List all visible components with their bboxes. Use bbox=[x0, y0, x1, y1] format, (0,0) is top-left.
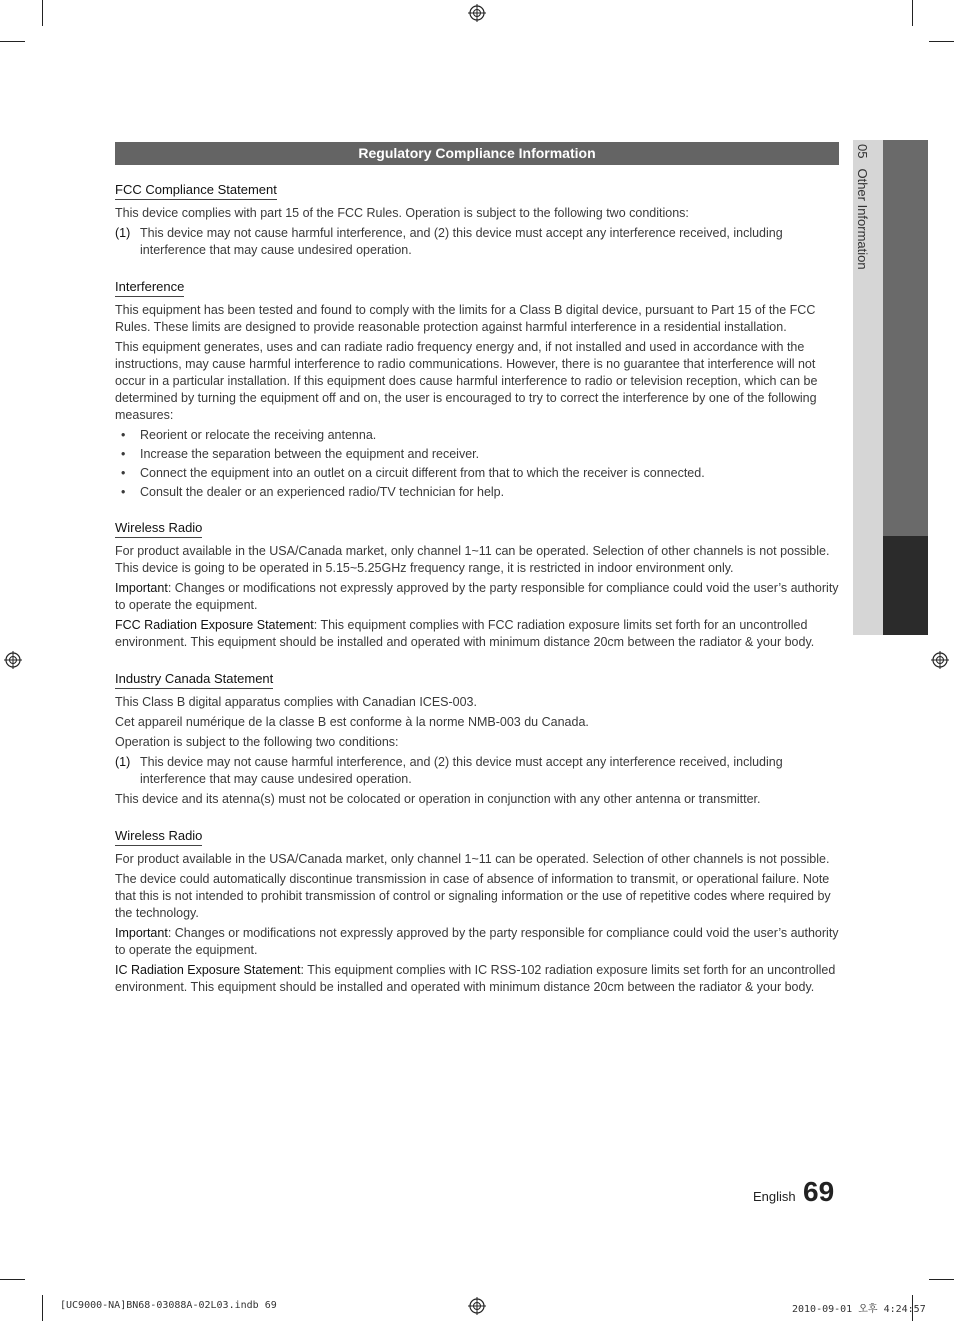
radiation-text: : This equipment complies with FCC radiation exposure limits set forth for an uncontrolled environment. This equipment should be installed and operated with minimum distance 20cm between the radiator & your body. bbox=[115, 618, 815, 649]
important-text: : Changes or modifications not expressly approved by the party responsible for compliance could void the user’s authority to operate the equipment. bbox=[115, 581, 839, 612]
radiation-text: : This equipment complies with IC RSS-102 radiation exposure limits set forth for an uncontrolled environment. This equipment should be installed and operated with minimum distance 20cm between the radiator & your body. bbox=[115, 963, 836, 994]
side-tab-dark-band bbox=[883, 140, 928, 536]
list-item: • Consult the dealer or an experienced radio/TV technician for help. bbox=[115, 484, 839, 501]
section-wireless-radio-fcc bbox=[115, 503, 839, 651]
radiation-statement bbox=[115, 617, 839, 651]
crop-mark bbox=[912, 0, 913, 26]
crop-mark bbox=[42, 1295, 43, 1321]
measure-list bbox=[115, 427, 839, 501]
important-text: : Changes or modifications not expressly approved by the party responsible for compliance could void the user’s authority to operate the equipment. bbox=[115, 926, 839, 957]
chapter-title: Other Information bbox=[855, 168, 870, 270]
radiation-label: FCC Radiation Exposure Statement bbox=[115, 618, 314, 632]
main-content bbox=[115, 142, 839, 999]
item-number: (1) bbox=[115, 755, 131, 769]
chapter-number: 05 bbox=[855, 144, 870, 159]
side-tab-label bbox=[855, 144, 870, 270]
paragraph: Operation is subject to the following two conditions: bbox=[115, 735, 399, 749]
important-label: Important bbox=[115, 581, 168, 595]
paragraph: For product available in the USA/Canada market, only channel 1~11 can be operated. Selection of other channels is not possible. This device is going to be operated in 5.15~5.25GHz frequency range, it is restricted in indoor environment only. bbox=[115, 544, 830, 575]
print-timestamp: 2010-09-01 오후 4:24:57 bbox=[792, 1304, 926, 1315]
paragraph: This equipment has been tested and found to comply with the limits for a Class B digital device, pursuant to Part 15 of the FCC Rules. These limits are designed to provide reasonable protection against harmful interference in a residential installation. bbox=[115, 303, 816, 334]
important-note bbox=[115, 925, 839, 959]
section-heading: Interference bbox=[115, 279, 184, 297]
crop-mark bbox=[0, 41, 25, 42]
list-item: • Increase the separation between the equipment and receiver. bbox=[115, 446, 839, 463]
section-heading: Wireless Radio bbox=[115, 520, 202, 538]
important-label: Important bbox=[115, 926, 168, 940]
radiation-statement bbox=[115, 962, 839, 996]
section-interference bbox=[115, 262, 839, 501]
print-file-info: [UC9000-NA]BN68-03088A-02L03.indb 69 bbox=[60, 1300, 277, 1311]
paragraph: This device complies with part 15 of the FCC Rules. Operation is subject to the following two conditions: bbox=[115, 206, 689, 220]
important-note bbox=[115, 580, 839, 614]
item-number: (1) bbox=[115, 226, 131, 240]
section-fcc bbox=[115, 165, 839, 259]
page-title: Regulatory Compliance Information bbox=[115, 142, 839, 165]
numbered-item bbox=[115, 225, 839, 259]
side-tab-black-band bbox=[883, 536, 928, 635]
paragraph: This Class B digital apparatus complies with Canadian ICES-003. bbox=[115, 695, 477, 709]
section-wireless-radio-ic bbox=[115, 811, 839, 996]
list-item: • Connect the equipment into an outlet on a circuit different from that to which the receiver is connected. bbox=[115, 465, 839, 482]
crop-mark bbox=[0, 1279, 25, 1280]
registration-mark-icon bbox=[468, 1297, 486, 1315]
item-text: This device may not cause harmful interference, and (2) this device must accept any interference received, including interference that may cause undesired operation. bbox=[140, 755, 783, 786]
section-heading: Industry Canada Statement bbox=[115, 671, 273, 689]
paragraph: This device and its atenna(s) must not be colocated or operation in conjunction with any other antenna or transmitter. bbox=[115, 792, 761, 806]
registration-mark-icon bbox=[4, 651, 22, 669]
radiation-label: IC Radiation Exposure Statement bbox=[115, 963, 301, 977]
paragraph: Cet appareil numérique de la classe B est conforme à la norme NMB-003 du Canada. bbox=[115, 715, 589, 729]
paragraph: This equipment generates, uses and can radiate radio frequency energy and, if not installed and used in accordance with the instructions, may cause harmful interference to radio communications. However, there is no guarantee that interference will not occur in a particular installation. If this equipment does cause harmful interference to radio or television reception, which can be determined by turning the equipment off and on, the user is encouraged to try to correct the interference by one of the following measures: bbox=[115, 340, 818, 422]
list-item: • Reorient or relocate the receiving antenna. bbox=[115, 427, 839, 444]
section-industry-canada bbox=[115, 654, 839, 808]
crop-mark bbox=[42, 0, 43, 26]
registration-mark-icon bbox=[931, 651, 949, 669]
crop-mark bbox=[929, 41, 954, 42]
registration-mark-icon bbox=[468, 4, 486, 22]
section-heading: FCC Compliance Statement bbox=[115, 182, 277, 200]
footer-language: English bbox=[753, 1189, 796, 1204]
crop-mark bbox=[929, 1279, 954, 1280]
numbered-item bbox=[115, 754, 839, 788]
section-heading: Wireless Radio bbox=[115, 828, 202, 846]
page-number: 69 bbox=[803, 1176, 835, 1207]
item-text: This device may not cause harmful interference, and (2) this device must accept any interference received, including interference that may cause undesired operation. bbox=[140, 226, 783, 257]
paragraph: For product available in the USA/Canada market, only channel 1~11 can be operated. Selection of other channels is not possible. bbox=[115, 852, 830, 866]
paragraph: The device could automatically discontinue transmission in case of absence of information to transmit, or operational failure. Note that this is not intended to prohibit transmission of control or signaling information or the use of repetitive codes where required by the technology. bbox=[115, 872, 831, 920]
